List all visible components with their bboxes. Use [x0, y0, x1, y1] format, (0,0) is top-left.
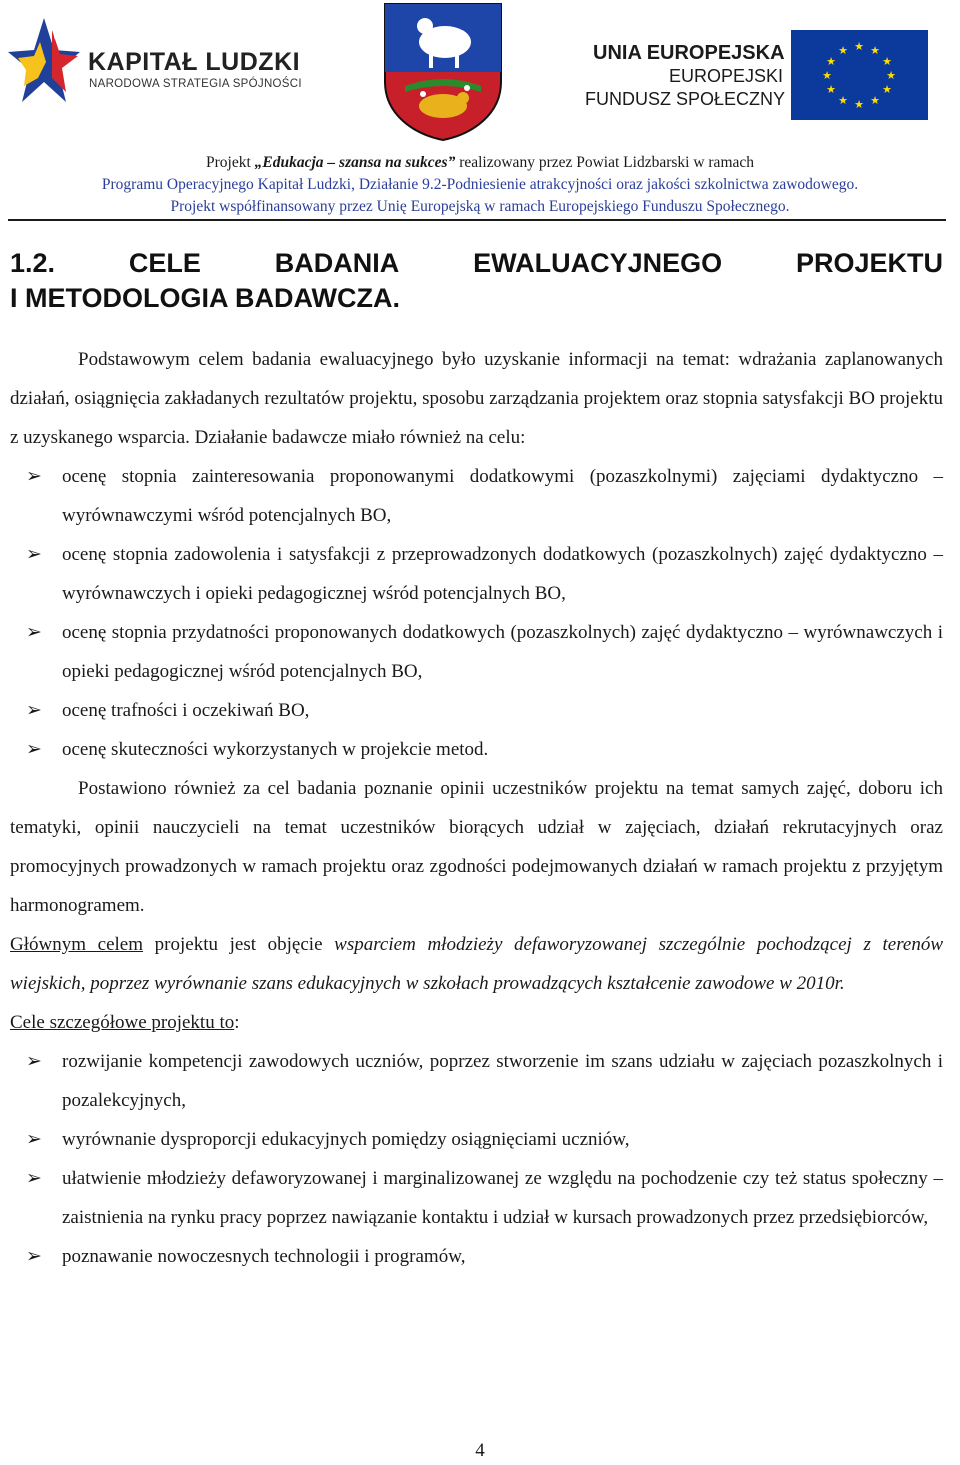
section-heading	[10, 246, 943, 316]
kapital-ludzki-subtitle: NARODOWA STRATEGIA SPÓJNOŚCI	[89, 78, 302, 90]
heading-word: BADANIA	[274, 248, 400, 278]
arrow-bullet-icon: ➢	[26, 465, 42, 487]
detail-goals-label: Cele szczegółowe projektu to	[10, 1012, 235, 1033]
list-item: ➢ ocenę trafności i oczekiwań BO,	[10, 691, 943, 730]
list-item: ➢ ułatwienie młodzieży defaworyzowanej i marginalizowanej ze względu na pochodzenie czy też status społeczny – zaistnienia na rynku pracy poprzez nawiązanie kontaktu i udział w kursach prowadzonych przez przedsiębiorców,	[10, 1159, 943, 1237]
eu-title: UNIA EUROPEJSKA	[593, 42, 785, 64]
project-name: „Edukacja – szansa na sukces”	[254, 154, 456, 171]
heading-word: 1.2.	[10, 248, 56, 278]
arrow-bullet-icon: ➢	[26, 699, 42, 721]
svg-text:★: ★	[882, 55, 892, 68]
kapital-ludzki-logo	[4, 8, 304, 108]
detail-goals-heading: Cele szczegółowe projektu to:	[10, 1012, 240, 1033]
kapital-ludzki-title: KAPITAŁ LUDZKI	[88, 48, 301, 76]
project-header-line-2: Programu Operacyjnego Kapitał Ludzki, Działanie 9.2-Podniesienie atrakcyjności oraz jakości szkolnictwa zawodowego.	[101, 176, 859, 193]
eu-subtitle-2: FUNDUSZ SPOŁECZNY	[585, 89, 786, 109]
eu-subtitle-1: EUROPEJSKI	[669, 66, 784, 86]
arrow-bullet-icon: ➢	[26, 1167, 42, 1189]
svg-text:★: ★	[826, 55, 836, 68]
svg-text:★: ★	[838, 94, 848, 107]
logo-header	[0, 0, 960, 150]
svg-text:★: ★	[882, 83, 892, 96]
second-paragraph: Postawiono również za cel badania poznanie opinii uczestników projektu na temat samych zajęć, doboru ich tematyki, opinii nauczycieli na temat uczestników biorących udział w zajęciach, działań rekrutacyjnych oraz promocyjnych prowadzonych w ramach projektu oraz zgodności podejmowanych działań w ramach projektu z przyjętym harmonogramem.	[10, 778, 943, 916]
main-goal-text: wsparciem młodzieży defaworyzowanej szczególnie pochodzącej z terenów wiejskich, poprzez wyrównanie szans edukacyjnych w szkołach prowadzących kształcenie zawodowe w 2010r.	[10, 934, 944, 994]
heading-word: PROJEKTU	[795, 248, 943, 278]
list-item: ➢ ocenę stopnia przydatności proponowanych dodatkowych (pozaszkolnych) zajęć dydaktyczno – wyrównawczych i opieki pedagogicznej wśród potencjalnych BO,	[10, 613, 943, 691]
main-goal-label: Głównym celem	[10, 934, 144, 955]
header-divider	[8, 219, 946, 221]
arrow-bullet-icon: ➢	[26, 1128, 42, 1150]
arrow-bullet-icon: ➢	[26, 543, 42, 565]
main-goal-paragraph: Głównym celem projektu jest objęcie wsparciem młodzieży defaworyzowanej szczególnie pochodzącej z terenów wiejskich, poprzez wyrównanie szans edukacyjnych w szkołach prowadzących kształcenie zawodowe w 2010r.	[10, 934, 944, 994]
project-header-line-1: Projekt „Edukacja – szansa na sukces” realizowany przez Powiat Lidzbarski w ramach	[205, 154, 755, 171]
list-item: ➢ wyrównanie dysproporcji edukacyjnych pomiędzy osiągnięciami uczniów,	[10, 1120, 943, 1159]
project-header-line-3: Projekt współfinansowany przez Unię Europejską w ramach Europejskiego Funduszu Społecznego.	[170, 198, 790, 215]
svg-text:★: ★	[870, 44, 880, 57]
list-item: ➢ rozwijanie kompetencji zawodowych uczniów, poprzez stworzenie im szans udziału w zajęciach pozaszkolnych i pozalekcyjnych,	[10, 1042, 943, 1120]
detail-goals-list	[10, 1042, 943, 1276]
svg-text:★: ★	[822, 69, 832, 82]
kapital-ludzki-star-icon	[4, 12, 82, 108]
list-item: ➢ ocenę stopnia zadowolenia i satysfakcji z przeprowadzonych dodatkowych (pozaszkolnych) zajęć dydaktyczno – wyrównawczych i opieki pedagogicznej wśród potencjalnych BO,	[10, 535, 943, 613]
eu-flag-icon	[791, 30, 928, 120]
svg-text:★: ★	[838, 44, 848, 57]
eu-logo	[545, 8, 960, 126]
heading-word: EWALUACYJNEGO	[473, 248, 723, 278]
svg-text:★: ★	[886, 69, 896, 82]
heading-word: CELE	[128, 248, 201, 278]
svg-text:★: ★	[854, 40, 864, 53]
arrow-bullet-icon: ➢	[26, 738, 42, 760]
svg-text:★: ★	[826, 83, 836, 96]
page-number: 4	[475, 1440, 485, 1461]
document-body	[10, 340, 943, 1276]
svg-text:★: ★	[854, 98, 864, 111]
arrow-bullet-icon: ➢	[26, 621, 42, 643]
arrow-bullet-icon: ➢	[26, 1245, 42, 1267]
svg-text:★: ★	[870, 94, 880, 107]
list-item: ➢ ocenę skuteczności wykorzystanych w projekcie metod.	[10, 730, 943, 769]
list-item: ➢ ocenę stopnia zainteresowania proponowanymi dodatkowymi (pozaszkolnymi) zajęciami dydaktyczno – wyrównawczymi wśród potencjalnych BO,	[10, 457, 943, 535]
coat-of-arms-icon	[383, 2, 503, 142]
evaluation-goals-list	[10, 457, 943, 769]
list-item: ➢ poznawanie nowoczesnych technologii i programów,	[10, 1237, 943, 1276]
heading-line-2: I METODOLOGIA BADAWCZA.	[10, 283, 400, 313]
intro-paragraph: Podstawowym celem badania ewaluacyjnego było uzyskanie informacji na temat: wdrażania zaplanowanych działań, osiągnięcia zakładanych rezultatów projektu, sposobu zarządzania projektem oraz stopnia satysfakcji BO projektu z uzyskanego wsparcia. Działanie badawcze miało również na celu:	[10, 349, 943, 448]
project-header	[0, 152, 960, 218]
arrow-bullet-icon: ➢	[26, 1050, 42, 1072]
